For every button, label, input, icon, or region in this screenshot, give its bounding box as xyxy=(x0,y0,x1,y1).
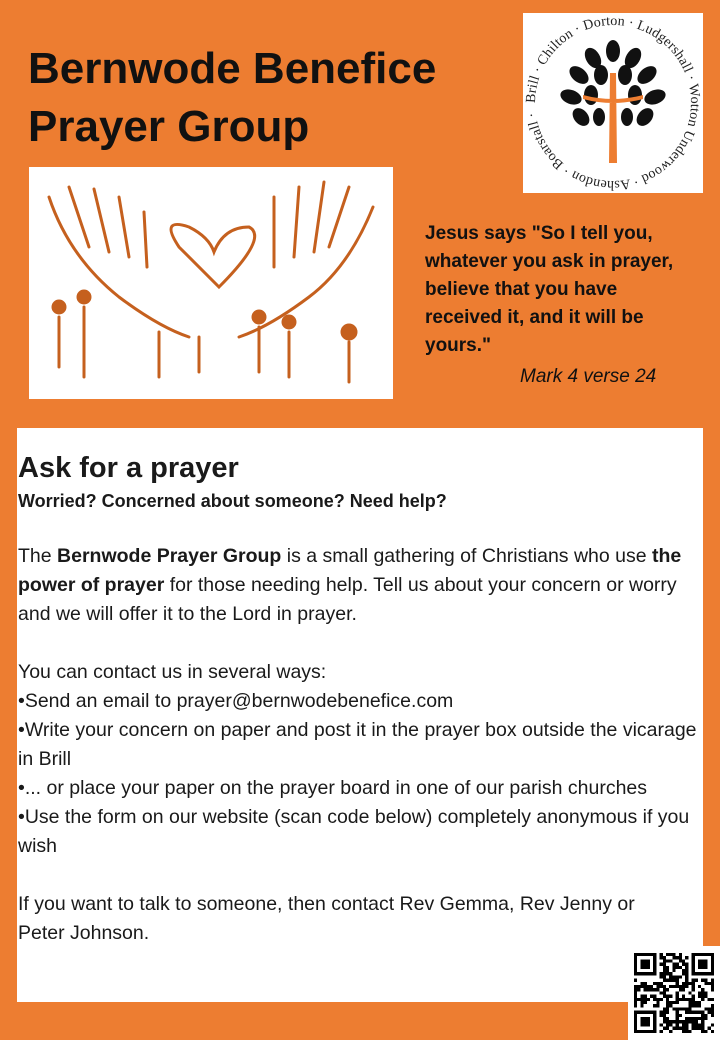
contact-bullet: •Send an email to prayer@bernwodebenefice.com xyxy=(18,690,454,712)
contact-bullet: •... or place your paper on the prayer board in one of our parish churches xyxy=(18,777,648,799)
intro-text: for those needing help. Tell us about your concern or worry and we will offer it to the Lord in prayer. xyxy=(18,574,677,625)
intro-text: The xyxy=(18,545,58,567)
contact-bullet: •Write your concern on paper and post it in the prayer box outside the vicarage in Brill xyxy=(18,719,697,770)
closing-text: If you want to talk to someone, then contact Rev Gemma, Rev Jenny or Peter Johnson. xyxy=(18,893,635,944)
qr-code[interactable] xyxy=(628,946,720,1040)
prayer-info-card xyxy=(17,428,703,1002)
card-heading: Ask for a prayer xyxy=(18,452,239,484)
logo-ring-text: Brill · Chilton · Dorton · Ludgershall · Wotton Underwood · Ashendon · Boarstall · xyxy=(523,13,703,193)
card-subheading: Worried? Concerned about someone? Need help? xyxy=(18,491,447,511)
scripture-reference: Mark 4 verse 24 xyxy=(520,366,657,387)
scripture-quote: Jesus says "So I tell you, whatever you ask in prayer, believe that you have received it, and it will be yours." xyxy=(425,223,674,356)
title-line-2: Prayer Group xyxy=(28,102,310,151)
title-line-1: Bernwode Benefice xyxy=(28,44,437,93)
contact-intro: You can contact us in several ways: xyxy=(18,661,327,683)
poster-title xyxy=(28,40,436,156)
intro-text: is a small gathering of Christians who use xyxy=(281,545,653,567)
benefice-logo xyxy=(523,13,703,193)
intro-paragraph xyxy=(18,542,698,629)
power-of-prayer: the power of prayer xyxy=(18,545,682,596)
praying-hands-illustration xyxy=(29,167,393,399)
contact-bullet: •Use the form on our website (scan code below) completely anonymous if you wish xyxy=(18,806,690,857)
group-name: Bernwode Prayer Group xyxy=(57,545,282,567)
